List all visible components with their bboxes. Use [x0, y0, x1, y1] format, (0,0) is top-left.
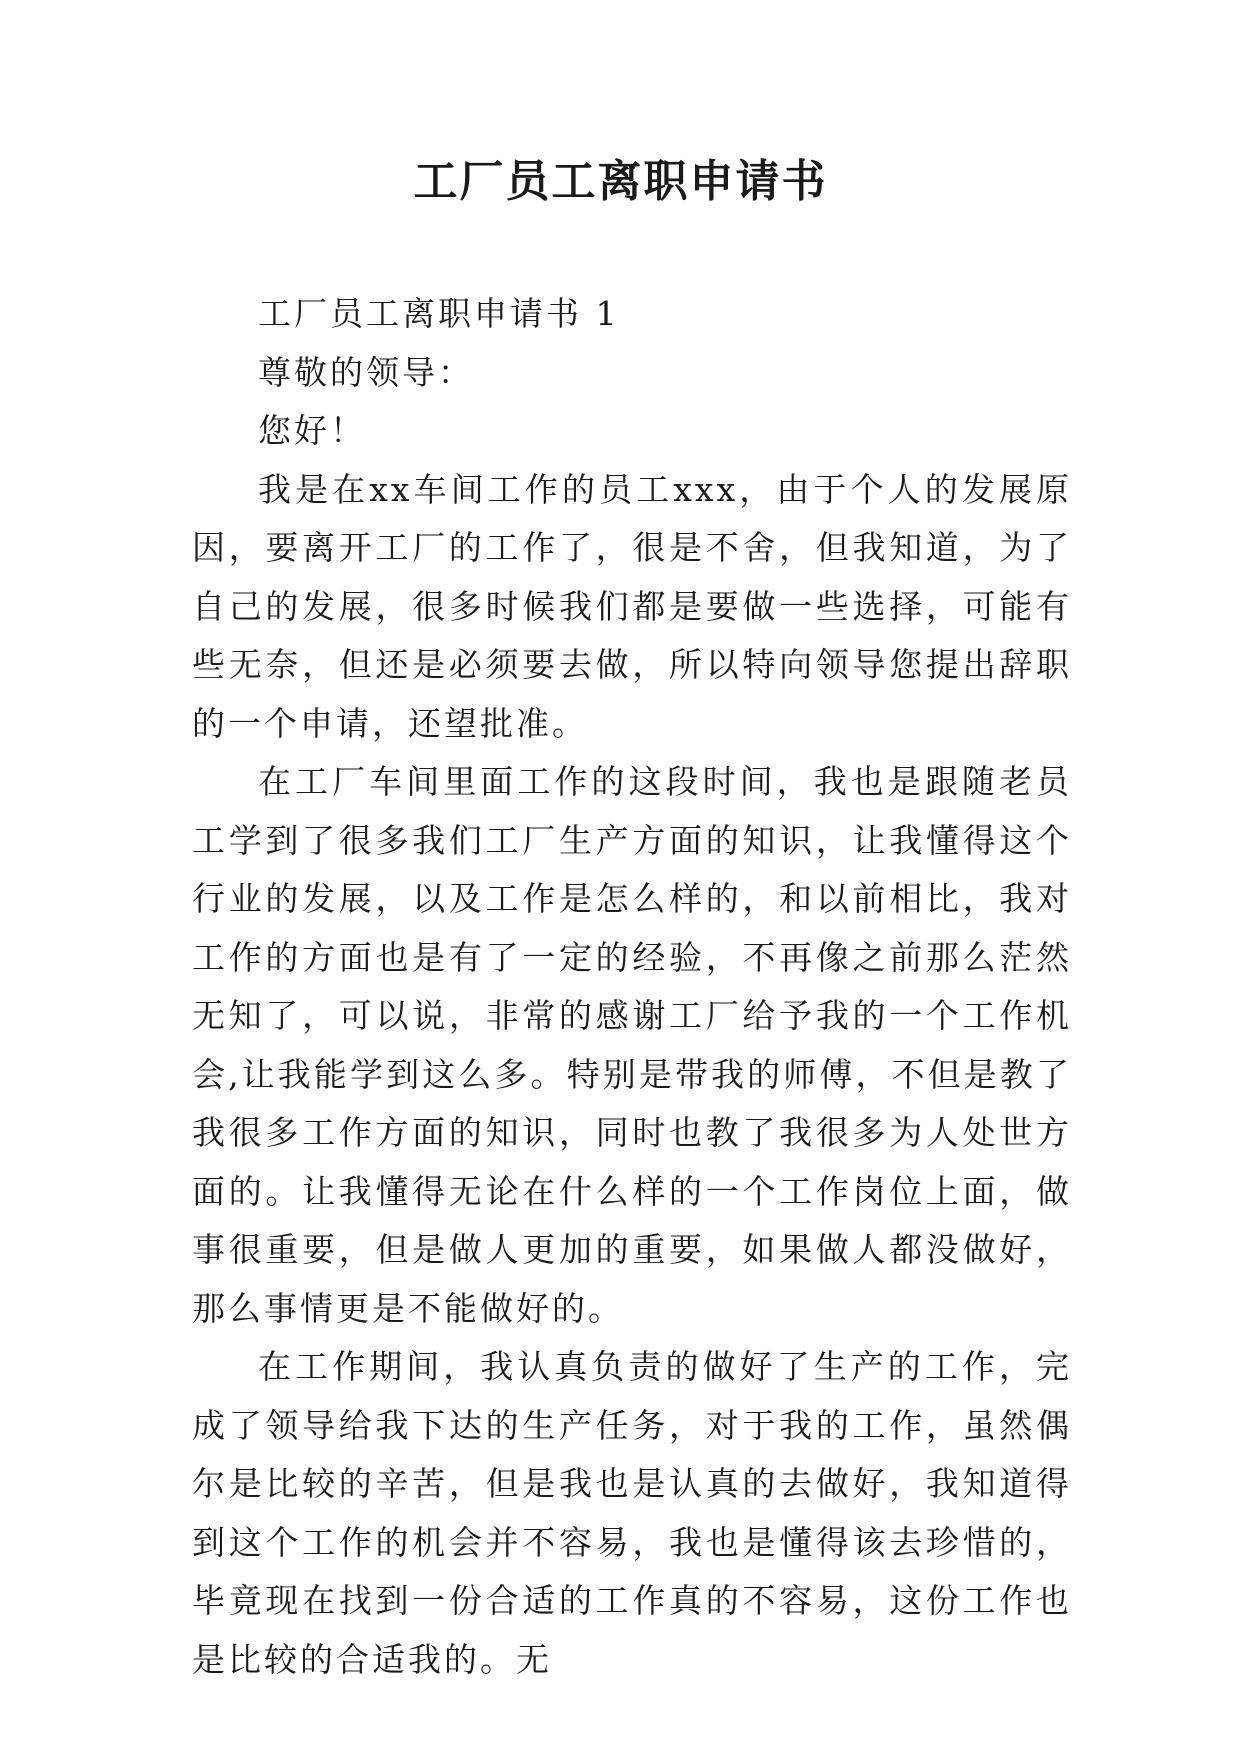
document-title: 工厂员工离职申请书: [413, 156, 828, 207]
body-paragraph: 在工厂车间里面工作的这段时间，我也是跟随老员工学到了很多我们工厂生产方面的知识，让我懂得这个行业的发展，以及工作是怎么样的，和以前相比，我对工作的方面也是有了一定的经验，不再像之前那么茫然无知了，可以说，非常的感谢工厂给予我的一个工作机会,让我能学到这么多。特别是带我的师傅，不但是教了我很多工作方面的知识，同时也教了我很多为人处世方面的。让我懂得无论在什么样的一个工作岗位上面，做事很重要，但是做人更加的重要，如果做人都没做好，那么事情更是不能做好的。: [192, 762, 1072, 1328]
body-paragraph: 在工作期间，我认真负责的做好了生产的工作，完成了领导给我下达的生产任务，对于我的工作，虽然偶尔是比较的辛苦，但是我也是认真的去做好，我知道得到这个工作的机会并不容易，我也是懂得该去珍惜的，毕竟现在找到一份合适的工作真的不容易，这份工作也是比较的合适我的。无: [192, 1347, 1072, 1679]
greeting: 您好！: [258, 411, 366, 450]
body-paragraph: 我是在xx车间工作的员工xxx，由于个人的发展原因，要离开工厂的工作了，很是不舍，但我知道，为了自己的发展，很多时候我们都是要做一些选择，可能有些无奈，但还是必须要去做，所以特向领导您提出辞职的一个申请，还望批准。: [192, 469, 1072, 743]
section-heading: 工厂员工离职申请书 1: [258, 294, 620, 333]
document-body: [192, 285, 1072, 1689]
salutation: 尊敬的领导：: [258, 352, 474, 392]
